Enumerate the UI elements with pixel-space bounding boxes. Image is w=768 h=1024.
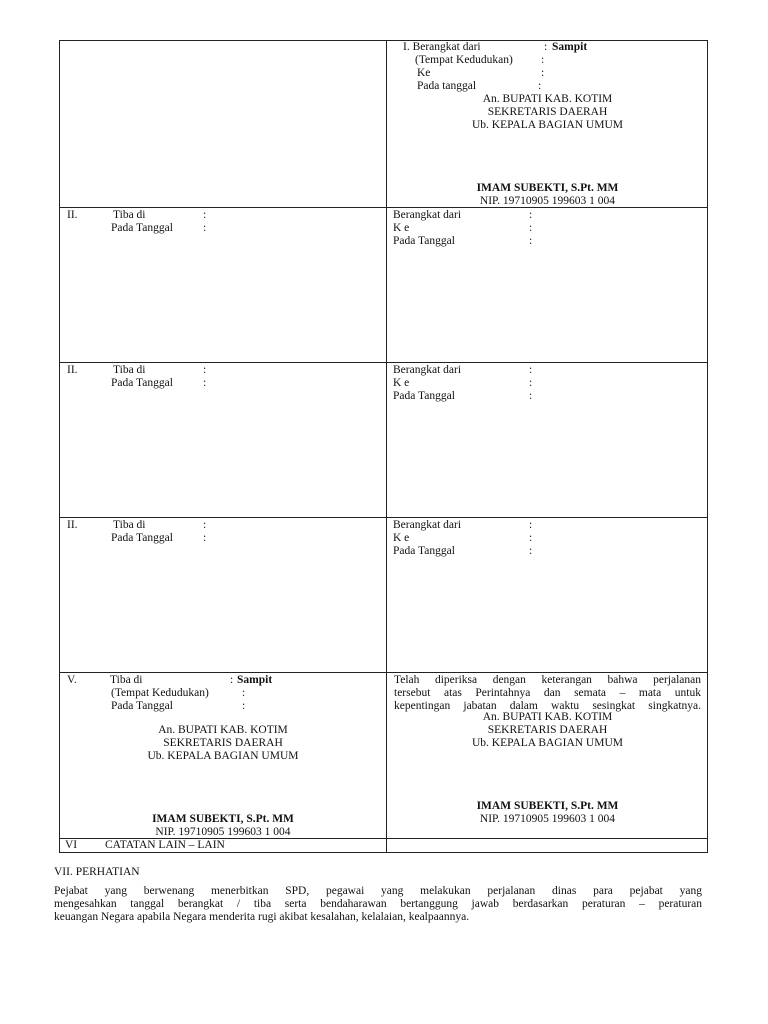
sekda-line: SEKRETARIS DAERAH (487, 724, 608, 736)
row-number: VI (65, 839, 78, 851)
pada-tanggal-label: Pada Tanggal (111, 222, 173, 234)
colon: : (529, 532, 533, 544)
table-row-divider (59, 362, 708, 363)
berangkat-dari-value: Sampit (552, 41, 588, 53)
kabag-umum-line: Ub. KEPALA BAGIAN UMUM (147, 750, 299, 762)
colon: : (203, 222, 207, 234)
colon: : (230, 674, 234, 686)
perhatian-paragraph-line: mengesahkan tanggal berangkat / tiba serta bendaharawan bertanggung jawab berdasarkan peraturan – peraturan (54, 898, 702, 910)
pada-tanggal-label: Pada Tanggal (111, 377, 173, 389)
sekda-line: SEKRETARIS DAERAH (487, 106, 608, 118)
colon: : (529, 364, 533, 376)
pada-tanggal-right-label: Pada Tanggal (393, 235, 455, 247)
pada-tanggal-right-label: Pada Tanggal (393, 545, 455, 557)
perhatian-heading: VII. PERHATIAN (54, 866, 140, 878)
pada-tanggal-label: Pada Tanggal (111, 700, 173, 712)
berangkat-dari-label: Berangkat dari (393, 364, 462, 376)
colon: : (529, 545, 533, 557)
colon: : (544, 41, 548, 53)
signer-nip: NIP. 19710905 199603 1 004 (479, 813, 616, 825)
colon: : (203, 519, 207, 531)
row-number: II. (67, 519, 78, 531)
row-number: II. (67, 209, 78, 221)
sekda-line: SEKRETARIS DAERAH (163, 737, 283, 749)
colon: : (529, 377, 533, 389)
signer-name: IMAM SUBEKTI, S.Pt. MM (476, 800, 619, 812)
an-bupati-line: An. BUPATI KAB. KOTIM (482, 93, 613, 105)
signer-nip: NIP. 19710905 199603 1 004 (479, 195, 616, 207)
table-row-divider (59, 672, 708, 673)
ke-label: K e (393, 222, 410, 234)
pada-tanggal-right-label: Pada Tanggal (393, 390, 455, 402)
signer-name: IMAM SUBEKTI, S.Pt. MM (152, 813, 294, 825)
ke-label: Ke (417, 67, 431, 79)
colon: : (529, 235, 533, 247)
berangkat-dari-label: I. Berangkat dari (403, 41, 481, 53)
tempat-kedudukan-label: (Tempat Kedudukan) (111, 687, 209, 699)
tiba-di-label: Tiba di (113, 209, 146, 221)
colon: : (529, 390, 533, 402)
verification-text-line: Telah diperiksa dengan keterangan bahwa perjalanan (394, 674, 701, 686)
verification-text-line: tersebut atas Perintahnya dan semata – mata untuk (394, 687, 701, 699)
colon: : (541, 54, 545, 66)
colon: : (541, 67, 545, 79)
perhatian-paragraph-line: Pejabat yang berwenang menerbitkan SPD, pegawai yang melakukan perjalanan dinas para pejabat yang (54, 885, 702, 897)
catatan-lain-label: CATATAN LAIN – LAIN (105, 839, 225, 851)
colon: : (203, 532, 207, 544)
pada-tanggal-label: Pada tanggal (417, 80, 477, 92)
row-number: II. (67, 364, 78, 376)
signer-nip: NIP. 19710905 199603 1 004 (155, 826, 291, 838)
colon: : (242, 700, 246, 712)
pada-tanggal-label: Pada Tanggal (111, 532, 173, 544)
row-number: V. (67, 674, 77, 686)
tiba-di-label: Tiba di (113, 364, 146, 376)
colon: : (529, 222, 533, 234)
colon: : (529, 209, 533, 221)
tiba-di-label: Tiba di (113, 519, 146, 531)
perhatian-paragraph-line: keuangan Negara apabila Negara menderita rugi akibat kesalahan, kelalaian, kealpaannya. (54, 911, 470, 923)
tempat-kedudukan-label: (Tempat Kedudukan) (415, 54, 513, 66)
berangkat-dari-label: Berangkat dari (393, 209, 462, 221)
colon: : (203, 377, 207, 389)
an-bupati-line: An. BUPATI KAB. KOTIM (158, 724, 288, 736)
an-bupati-line: An. BUPATI KAB. KOTIM (482, 711, 613, 723)
colon: : (538, 80, 542, 92)
kabag-umum-line: Ub. KEPALA BAGIAN UMUM (471, 119, 623, 131)
colon: : (203, 209, 207, 221)
verification-text-line: kepentingan jabatan dalam waktu sesingkat singkatnya. (394, 700, 701, 712)
colon: : (242, 687, 246, 699)
kabag-umum-line: Ub. KEPALA BAGIAN UMUM (471, 737, 623, 749)
colon: : (529, 519, 533, 531)
ke-label: K e (393, 532, 410, 544)
ke-label: K e (393, 377, 410, 389)
tiba-di-value: Sampit (237, 674, 273, 686)
berangkat-dari-label: Berangkat dari (393, 519, 462, 531)
tiba-di-label: Tiba di (110, 674, 143, 686)
signer-name: IMAM SUBEKTI, S.Pt. MM (476, 182, 619, 194)
colon: : (203, 364, 207, 376)
table-row-divider (59, 517, 708, 518)
